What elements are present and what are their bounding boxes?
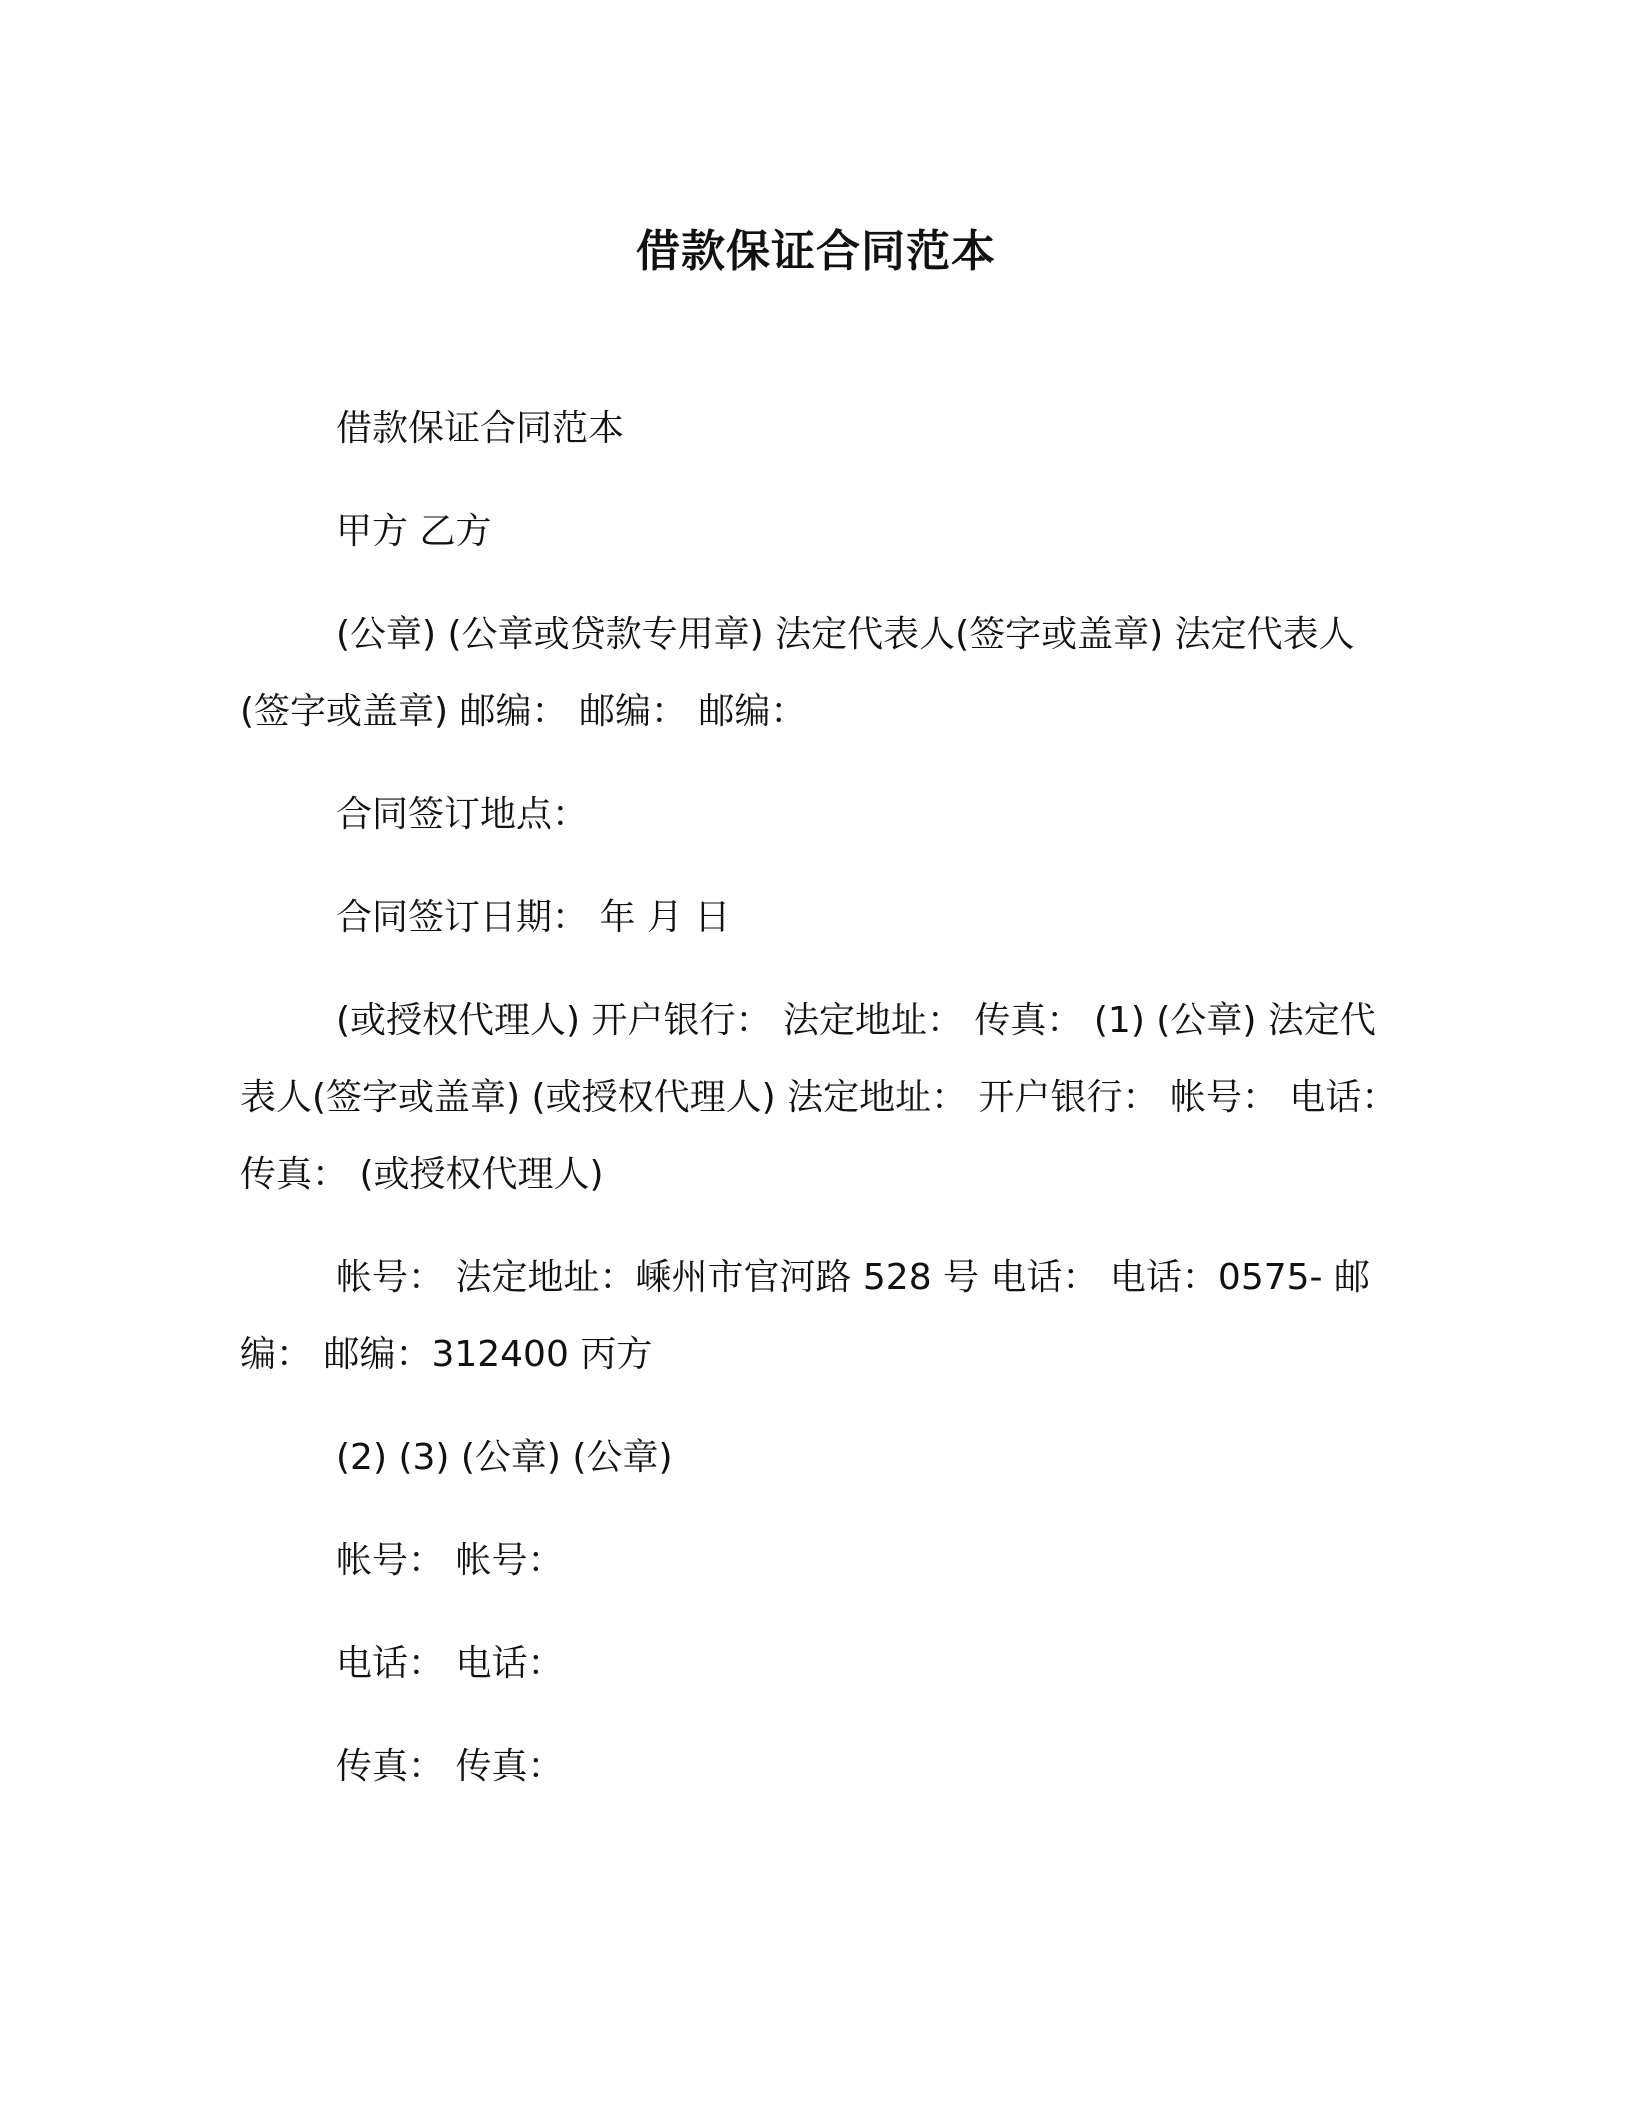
- paragraph-bank-address-fax: (或授权代理人) 开户银行： 法定地址： 传真： (1) (公章) 法定代表人(签字或盖章) (或授权代理人) 法定地址： 开户银行： 帐号： 电话： 传真： (或授权代理人): [240, 1000, 1398, 1195]
- paragraph-accounts: 帐号： 帐号：: [336, 1540, 564, 1581]
- paragraph-signing-place: 合同签订地点：: [336, 794, 589, 835]
- paragraph-faxes: 传真： 传真：: [336, 1746, 564, 1787]
- paragraph-parties: 甲方 乙方: [336, 511, 492, 552]
- paragraph-seals-2-3: (2) (3) (公章) (公章): [336, 1437, 673, 1478]
- document-title: 借款保证合同范本: [636, 226, 996, 277]
- paragraph-subtitle: 借款保证合同范本: [336, 408, 625, 449]
- paragraph-seals-postcodes: (公章) (公章或贷款专用章) 法定代表人(签字或盖章) 法定代表人(签字或盖章) 邮编： 邮编： 邮编：: [240, 614, 1355, 732]
- document-body: [240, 390, 1400, 1831]
- paragraph-signing-date: 合同签订日期： 年 月 日: [336, 897, 731, 938]
- paragraph-phones: 电话： 电话：: [336, 1643, 564, 1684]
- paragraph-account-address: 帐号： 法定地址：嵊州市官河路 528 号 电话： 电话：0575- 邮编： 邮编：312400 丙方: [240, 1257, 1370, 1375]
